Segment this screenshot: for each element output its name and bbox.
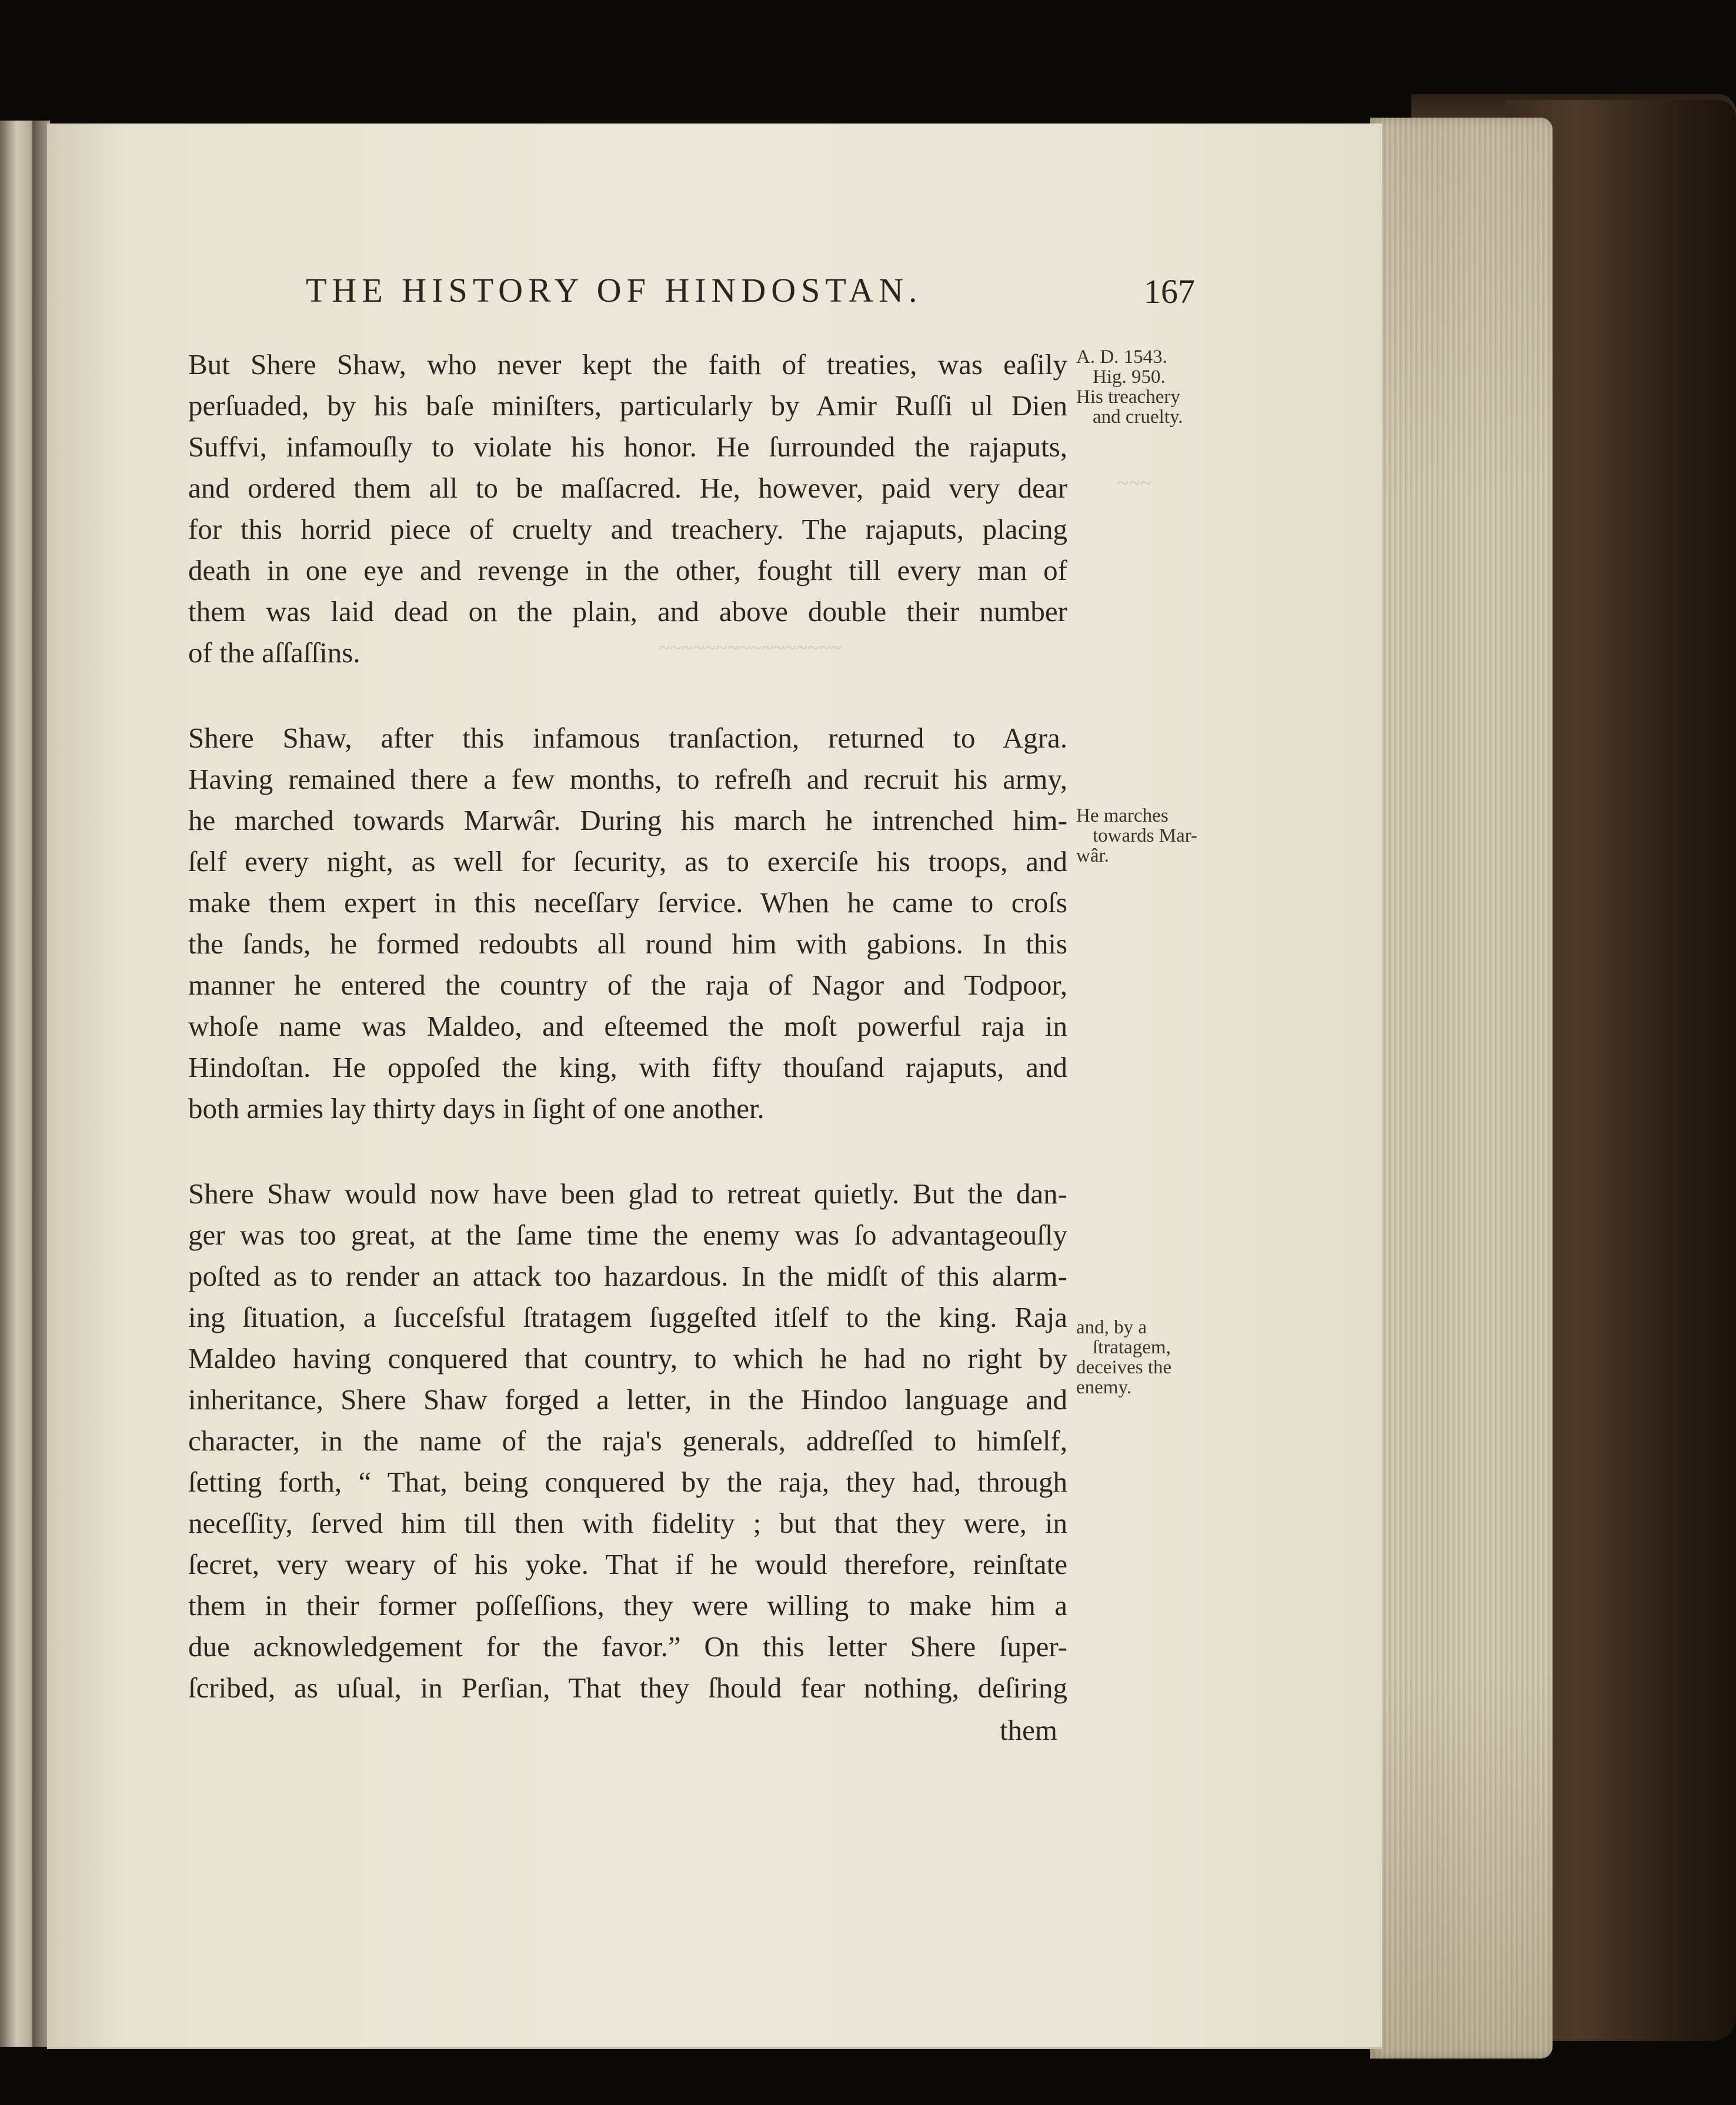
text-line: poſted as to render an attack too hazardous. In the midſt of this alarm- <box>188 1260 1067 1292</box>
margin-note-line: Hig. 950. <box>1093 366 1166 388</box>
text-line: whoſe name was Maldeo, and eſteemed the moſt powerful raja in <box>188 1010 1067 1042</box>
margin-note-line: and cruelty. <box>1093 406 1183 428</box>
text-line: Maldeo having conquered that country, to which he had no right by <box>188 1342 1067 1375</box>
text-line: manner he entered the country of the raja of Nagor and Todpoor, <box>188 969 1067 1001</box>
margin-note-line: and, by a <box>1076 1317 1147 1338</box>
margin-note-line: His treachery <box>1076 386 1180 408</box>
text-line: make them expert in this neceſſary ſervice. When he came to croſs <box>188 886 1067 919</box>
text-line: death in one eye and revenge in the other, fought till every man of <box>188 554 1067 586</box>
facing-page-edge <box>0 121 36 2047</box>
text-line: ger was too great, at the ſame time the enemy was ſo advantageouſly <box>188 1219 1067 1251</box>
margin-note-date <box>1076 347 1211 427</box>
text-line: Having remained there a few months, to refreſh and recruit his army, <box>188 763 1067 795</box>
margin-note-line: enemy. <box>1076 1377 1132 1398</box>
text-line: ing ſituation, a ſucceſsful ſtratagem ſuggeſted itſelf to the king. Raja <box>188 1301 1067 1333</box>
margin-note-line: A. D. 1543. <box>1076 346 1167 368</box>
text-line: due acknowledgement for the favor.” On this letter Shere ſuper- <box>188 1630 1067 1663</box>
text-line: ſecret, very weary of his yoke. That if he would therefore, reinſtate <box>188 1548 1067 1580</box>
text-line: ſcribed, as uſual, in Perſian, That they ſhould fear nothing, deſiring <box>188 1672 1067 1704</box>
text-line: both armies lay thirty days in ſight of one another. <box>188 1092 764 1125</box>
margin-note-line: towards Mar- <box>1093 825 1198 846</box>
paragraph-2 <box>188 718 1067 1129</box>
text-line: neceſſity, ſerved him till then with fidelity ; but that they were, in <box>188 1507 1067 1539</box>
page-number: 167 <box>1144 272 1195 311</box>
text-line: ſelf every night, as well for ſecurity, as to exerciſe his troops, and <box>188 845 1067 878</box>
text-line: But Shere Shaw, who never kept the faith of treaties, was eaſily <box>188 348 1067 381</box>
show-through-decoration: ~~~ <box>1117 471 1152 495</box>
paragraph-3 <box>188 1173 1067 1709</box>
margin-note-line: He marches <box>1076 805 1169 826</box>
catchword: them <box>1000 1714 1057 1746</box>
running-head-title: THE HISTORY OF HINDOSTAN. <box>306 271 923 309</box>
show-through-decoration: ~~~~~~~~~~~~~~~~ <box>659 636 842 659</box>
text-line: inheritance, Shere Shaw forged a letter, in the Hindoo language and <box>188 1383 1067 1416</box>
text-line: Shere Shaw would now have been glad to retreat quietly. But the dan- <box>188 1177 1067 1210</box>
text-line: Hindoſtan. He oppoſed the king, with fifty thouſand rajaputs, and <box>188 1051 1067 1083</box>
page-fore-edge-shade <box>1370 118 1553 2059</box>
text-line: of the aſſaſſins. <box>188 636 360 669</box>
text-line: the ſands, he formed redoubts all round him with gabions. In this <box>188 928 1067 960</box>
margin-note-line: deceives the <box>1076 1357 1172 1378</box>
text-line: them was laid dead on the plain, and above double their number <box>188 595 1067 628</box>
margin-note-line: ſtratagem, <box>1093 1337 1171 1358</box>
text-line: perſuaded, by his baſe miniſters, particularly by Amir Ruſſi ul Dien <box>188 389 1067 422</box>
text-line: he marched towards Marwâr. During his march he intrenched him- <box>188 804 1067 836</box>
margin-note-stratagem <box>1076 1317 1211 1397</box>
text-line: Suffvi, infamouſly to violate his honor. He ſurrounded the rajaputs, <box>188 431 1067 463</box>
paragraph-1 <box>188 344 1067 673</box>
text-line: Shere Shaw, after this infamous tranſaction, returned to Agra. <box>188 722 1067 754</box>
text-line: character, in the name of the raja's generals, addreſſed to himſelf, <box>188 1425 1067 1457</box>
text-line: them in their former poſſeſſions, they were willing to make him a <box>188 1589 1067 1622</box>
text-line: for this horrid piece of cruelty and treachery. The rajaputs, placing <box>188 513 1067 545</box>
margin-note-line: wâr. <box>1076 845 1109 866</box>
margin-note-marches <box>1076 806 1211 866</box>
text-line: ſetting forth, “ That, being conquered by the raja, they had, through <box>188 1466 1067 1498</box>
text-line: and ordered them all to be maſſacred. He, however, paid very dear <box>188 472 1067 504</box>
